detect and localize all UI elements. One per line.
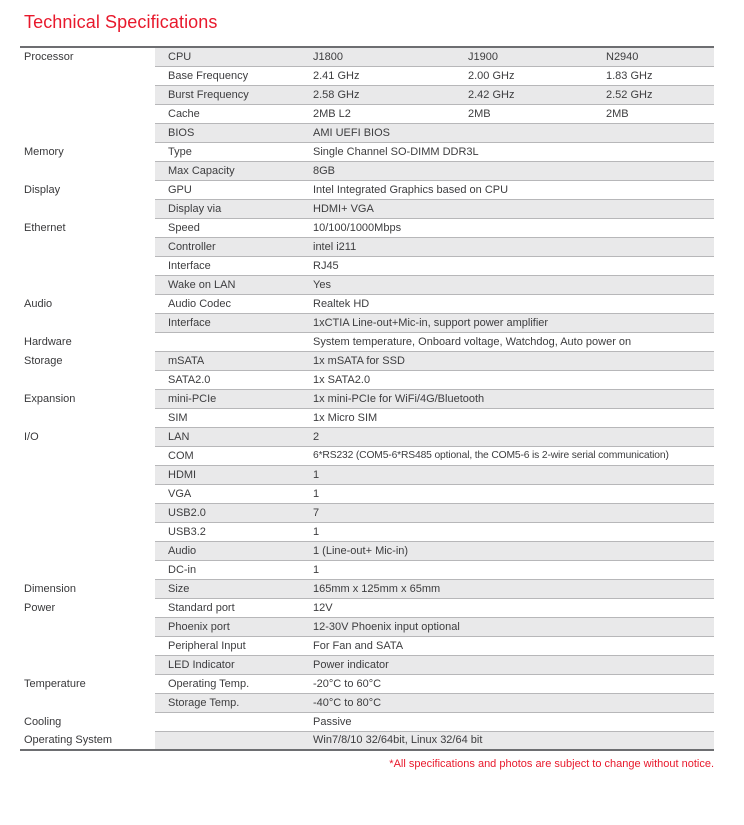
- category-cell: [20, 199, 155, 218]
- attribute-cell: Peripheral Input: [155, 636, 300, 655]
- category-cell: [20, 237, 155, 256]
- category-cell: [20, 636, 155, 655]
- category-cell: [20, 617, 155, 636]
- value-cell: 2.52 GHz: [593, 85, 714, 104]
- table-row: [20, 332, 714, 351]
- table-row: [20, 712, 714, 731]
- table-row: [20, 104, 714, 123]
- table-row: [20, 237, 714, 256]
- category-cell: [20, 313, 155, 332]
- value-cell: N2940: [593, 47, 714, 66]
- value-cell: 10/100/1000Mbps: [300, 218, 714, 237]
- attribute-cell: Standard port: [155, 598, 300, 617]
- table-row: [20, 199, 714, 218]
- attribute-cell: LED Indicator: [155, 655, 300, 674]
- table-row: [20, 85, 714, 104]
- table-row: [20, 47, 714, 66]
- category-cell: [20, 465, 155, 484]
- table-row: [20, 275, 714, 294]
- attribute-cell: Operating Temp.: [155, 674, 300, 693]
- attribute-cell: Max Capacity: [155, 161, 300, 180]
- category-cell: [20, 522, 155, 541]
- table-row: [20, 446, 714, 465]
- category-cell: [20, 275, 155, 294]
- value-cell: 165mm x 125mm x 65mm: [300, 579, 714, 598]
- attribute-cell: Wake on LAN: [155, 275, 300, 294]
- category-cell: [20, 693, 155, 712]
- category-cell: [20, 123, 155, 142]
- attribute-cell: Interface: [155, 256, 300, 275]
- category-cell: [20, 408, 155, 427]
- table-row: [20, 66, 714, 85]
- category-cell: [20, 541, 155, 560]
- value-cell: 1x mSATA for SSD: [300, 351, 714, 370]
- category-cell: [20, 560, 155, 579]
- category-cell: [20, 256, 155, 275]
- attribute-cell: Size: [155, 579, 300, 598]
- table-row: [20, 256, 714, 275]
- value-cell: 1x SATA2.0: [300, 370, 714, 389]
- attribute-cell: Audio: [155, 541, 300, 560]
- category-cell: Operating System: [20, 731, 155, 750]
- table-row: [20, 370, 714, 389]
- value-cell: Power indicator: [300, 655, 714, 674]
- table-row: [20, 693, 714, 712]
- value-cell: 2.42 GHz: [455, 85, 593, 104]
- value-cell: Single Channel SO-DIMM DDR3L: [300, 142, 714, 161]
- table-row: [20, 351, 714, 370]
- attribute-cell: HDMI: [155, 465, 300, 484]
- attribute-cell: BIOS: [155, 123, 300, 142]
- attribute-cell: LAN: [155, 427, 300, 446]
- value-cell: 2: [300, 427, 714, 446]
- attribute-cell: Interface: [155, 313, 300, 332]
- table-row: [20, 617, 714, 636]
- value-cell: -20°C to 60°C: [300, 674, 714, 693]
- value-cell: 2.00 GHz: [455, 66, 593, 85]
- table-row: [20, 465, 714, 484]
- attribute-cell: [155, 332, 300, 351]
- category-cell: [20, 370, 155, 389]
- category-cell: [20, 446, 155, 465]
- table-row: [20, 389, 714, 408]
- attribute-cell: USB2.0: [155, 503, 300, 522]
- attribute-cell: Type: [155, 142, 300, 161]
- value-cell: 7: [300, 503, 714, 522]
- attribute-cell: CPU: [155, 47, 300, 66]
- category-cell: [20, 66, 155, 85]
- value-cell: 1: [300, 465, 714, 484]
- attribute-cell: Burst Frequency: [155, 85, 300, 104]
- table-row: [20, 503, 714, 522]
- attribute-cell: Speed: [155, 218, 300, 237]
- footnote: *All specifications and photos are subject to change without notice.: [389, 758, 714, 770]
- table-row: [20, 408, 714, 427]
- page-title: Technical Specifications: [24, 12, 218, 32]
- category-cell: [20, 104, 155, 123]
- table-row: [20, 655, 714, 674]
- value-cell: 2MB L2: [300, 104, 455, 123]
- value-cell: 2MB: [455, 104, 593, 123]
- value-cell: Yes: [300, 275, 714, 294]
- spec-table-body: [20, 47, 714, 750]
- value-cell: 6*RS232 (COM5-6*RS485 optional, the COM5-6 is 2-wire serial communication): [300, 446, 714, 465]
- attribute-cell: DC-in: [155, 560, 300, 579]
- value-cell: Intel Integrated Graphics based on CPU: [300, 180, 714, 199]
- value-cell: HDMI+ VGA: [300, 199, 714, 218]
- value-cell: 1: [300, 560, 714, 579]
- table-row: [20, 674, 714, 693]
- value-cell: For Fan and SATA: [300, 636, 714, 655]
- category-cell: Dimension: [20, 579, 155, 598]
- table-row: [20, 180, 714, 199]
- table-row: [20, 142, 714, 161]
- value-cell: System temperature, Onboard voltage, Watchdog, Auto power on: [300, 332, 714, 351]
- category-cell: I/O: [20, 427, 155, 446]
- table-row: [20, 598, 714, 617]
- attribute-cell: Audio Codec: [155, 294, 300, 313]
- attribute-cell: mini-PCIe: [155, 389, 300, 408]
- attribute-cell: GPU: [155, 180, 300, 199]
- attribute-cell: mSATA: [155, 351, 300, 370]
- category-cell: [20, 161, 155, 180]
- category-cell: [20, 85, 155, 104]
- value-cell: J1900: [455, 47, 593, 66]
- attribute-cell: SIM: [155, 408, 300, 427]
- category-cell: Storage: [20, 351, 155, 370]
- category-cell: Cooling: [20, 712, 155, 731]
- value-cell: 1 (Line-out+ Mic-in): [300, 541, 714, 560]
- value-cell: AMI UEFI BIOS: [300, 123, 714, 142]
- value-cell: Realtek HD: [300, 294, 714, 313]
- spec-table: [20, 46, 714, 751]
- value-cell: 2.58 GHz: [300, 85, 455, 104]
- attribute-cell: [155, 712, 300, 731]
- attribute-cell: Display via: [155, 199, 300, 218]
- attribute-cell: Controller: [155, 237, 300, 256]
- category-cell: Temperature: [20, 674, 155, 693]
- table-row: [20, 313, 714, 332]
- value-cell: Win7/8/10 32/64bit, Linux 32/64 bit: [300, 731, 714, 750]
- table-row: [20, 522, 714, 541]
- table-row: [20, 484, 714, 503]
- attribute-cell: USB3.2: [155, 522, 300, 541]
- table-row: [20, 541, 714, 560]
- value-cell: 1x Micro SIM: [300, 408, 714, 427]
- category-cell: Power: [20, 598, 155, 617]
- value-cell: 2.41 GHz: [300, 66, 455, 85]
- table-row: [20, 636, 714, 655]
- category-cell: [20, 484, 155, 503]
- category-cell: Expansion: [20, 389, 155, 408]
- value-cell: 1: [300, 522, 714, 541]
- table-row: [20, 161, 714, 180]
- value-cell: intel i211: [300, 237, 714, 256]
- category-cell: Memory: [20, 142, 155, 161]
- value-cell: -40°C to 80°C: [300, 693, 714, 712]
- table-row: [20, 123, 714, 142]
- category-cell: Audio: [20, 294, 155, 313]
- value-cell: 1x mini-PCIe for WiFi/4G/Bluetooth: [300, 389, 714, 408]
- value-cell: 2MB: [593, 104, 714, 123]
- category-cell: Hardware: [20, 332, 155, 351]
- category-cell: Processor: [20, 47, 155, 66]
- value-cell: J1800: [300, 47, 455, 66]
- attribute-cell: Phoenix port: [155, 617, 300, 636]
- category-cell: Display: [20, 180, 155, 199]
- attribute-cell: [155, 731, 300, 750]
- value-cell: Passive: [300, 712, 714, 731]
- table-row: [20, 731, 714, 750]
- attribute-cell: Base Frequency: [155, 66, 300, 85]
- table-row: [20, 560, 714, 579]
- attribute-cell: SATA2.0: [155, 370, 300, 389]
- table-row: [20, 427, 714, 446]
- category-cell: Ethernet: [20, 218, 155, 237]
- category-cell: [20, 655, 155, 674]
- table-row: [20, 218, 714, 237]
- value-cell: 12-30V Phoenix input optional: [300, 617, 714, 636]
- value-cell: 8GB: [300, 161, 714, 180]
- value-cell: RJ45: [300, 256, 714, 275]
- attribute-cell: COM: [155, 446, 300, 465]
- value-cell: 12V: [300, 598, 714, 617]
- category-cell: [20, 503, 155, 522]
- attribute-cell: VGA: [155, 484, 300, 503]
- value-cell: 1: [300, 484, 714, 503]
- value-cell: 1xCTIA Line-out+Mic-in, support power amplifier: [300, 313, 714, 332]
- table-row: [20, 294, 714, 313]
- attribute-cell: Storage Temp.: [155, 693, 300, 712]
- table-row: [20, 579, 714, 598]
- attribute-cell: Cache: [155, 104, 300, 123]
- value-cell: 1.83 GHz: [593, 66, 714, 85]
